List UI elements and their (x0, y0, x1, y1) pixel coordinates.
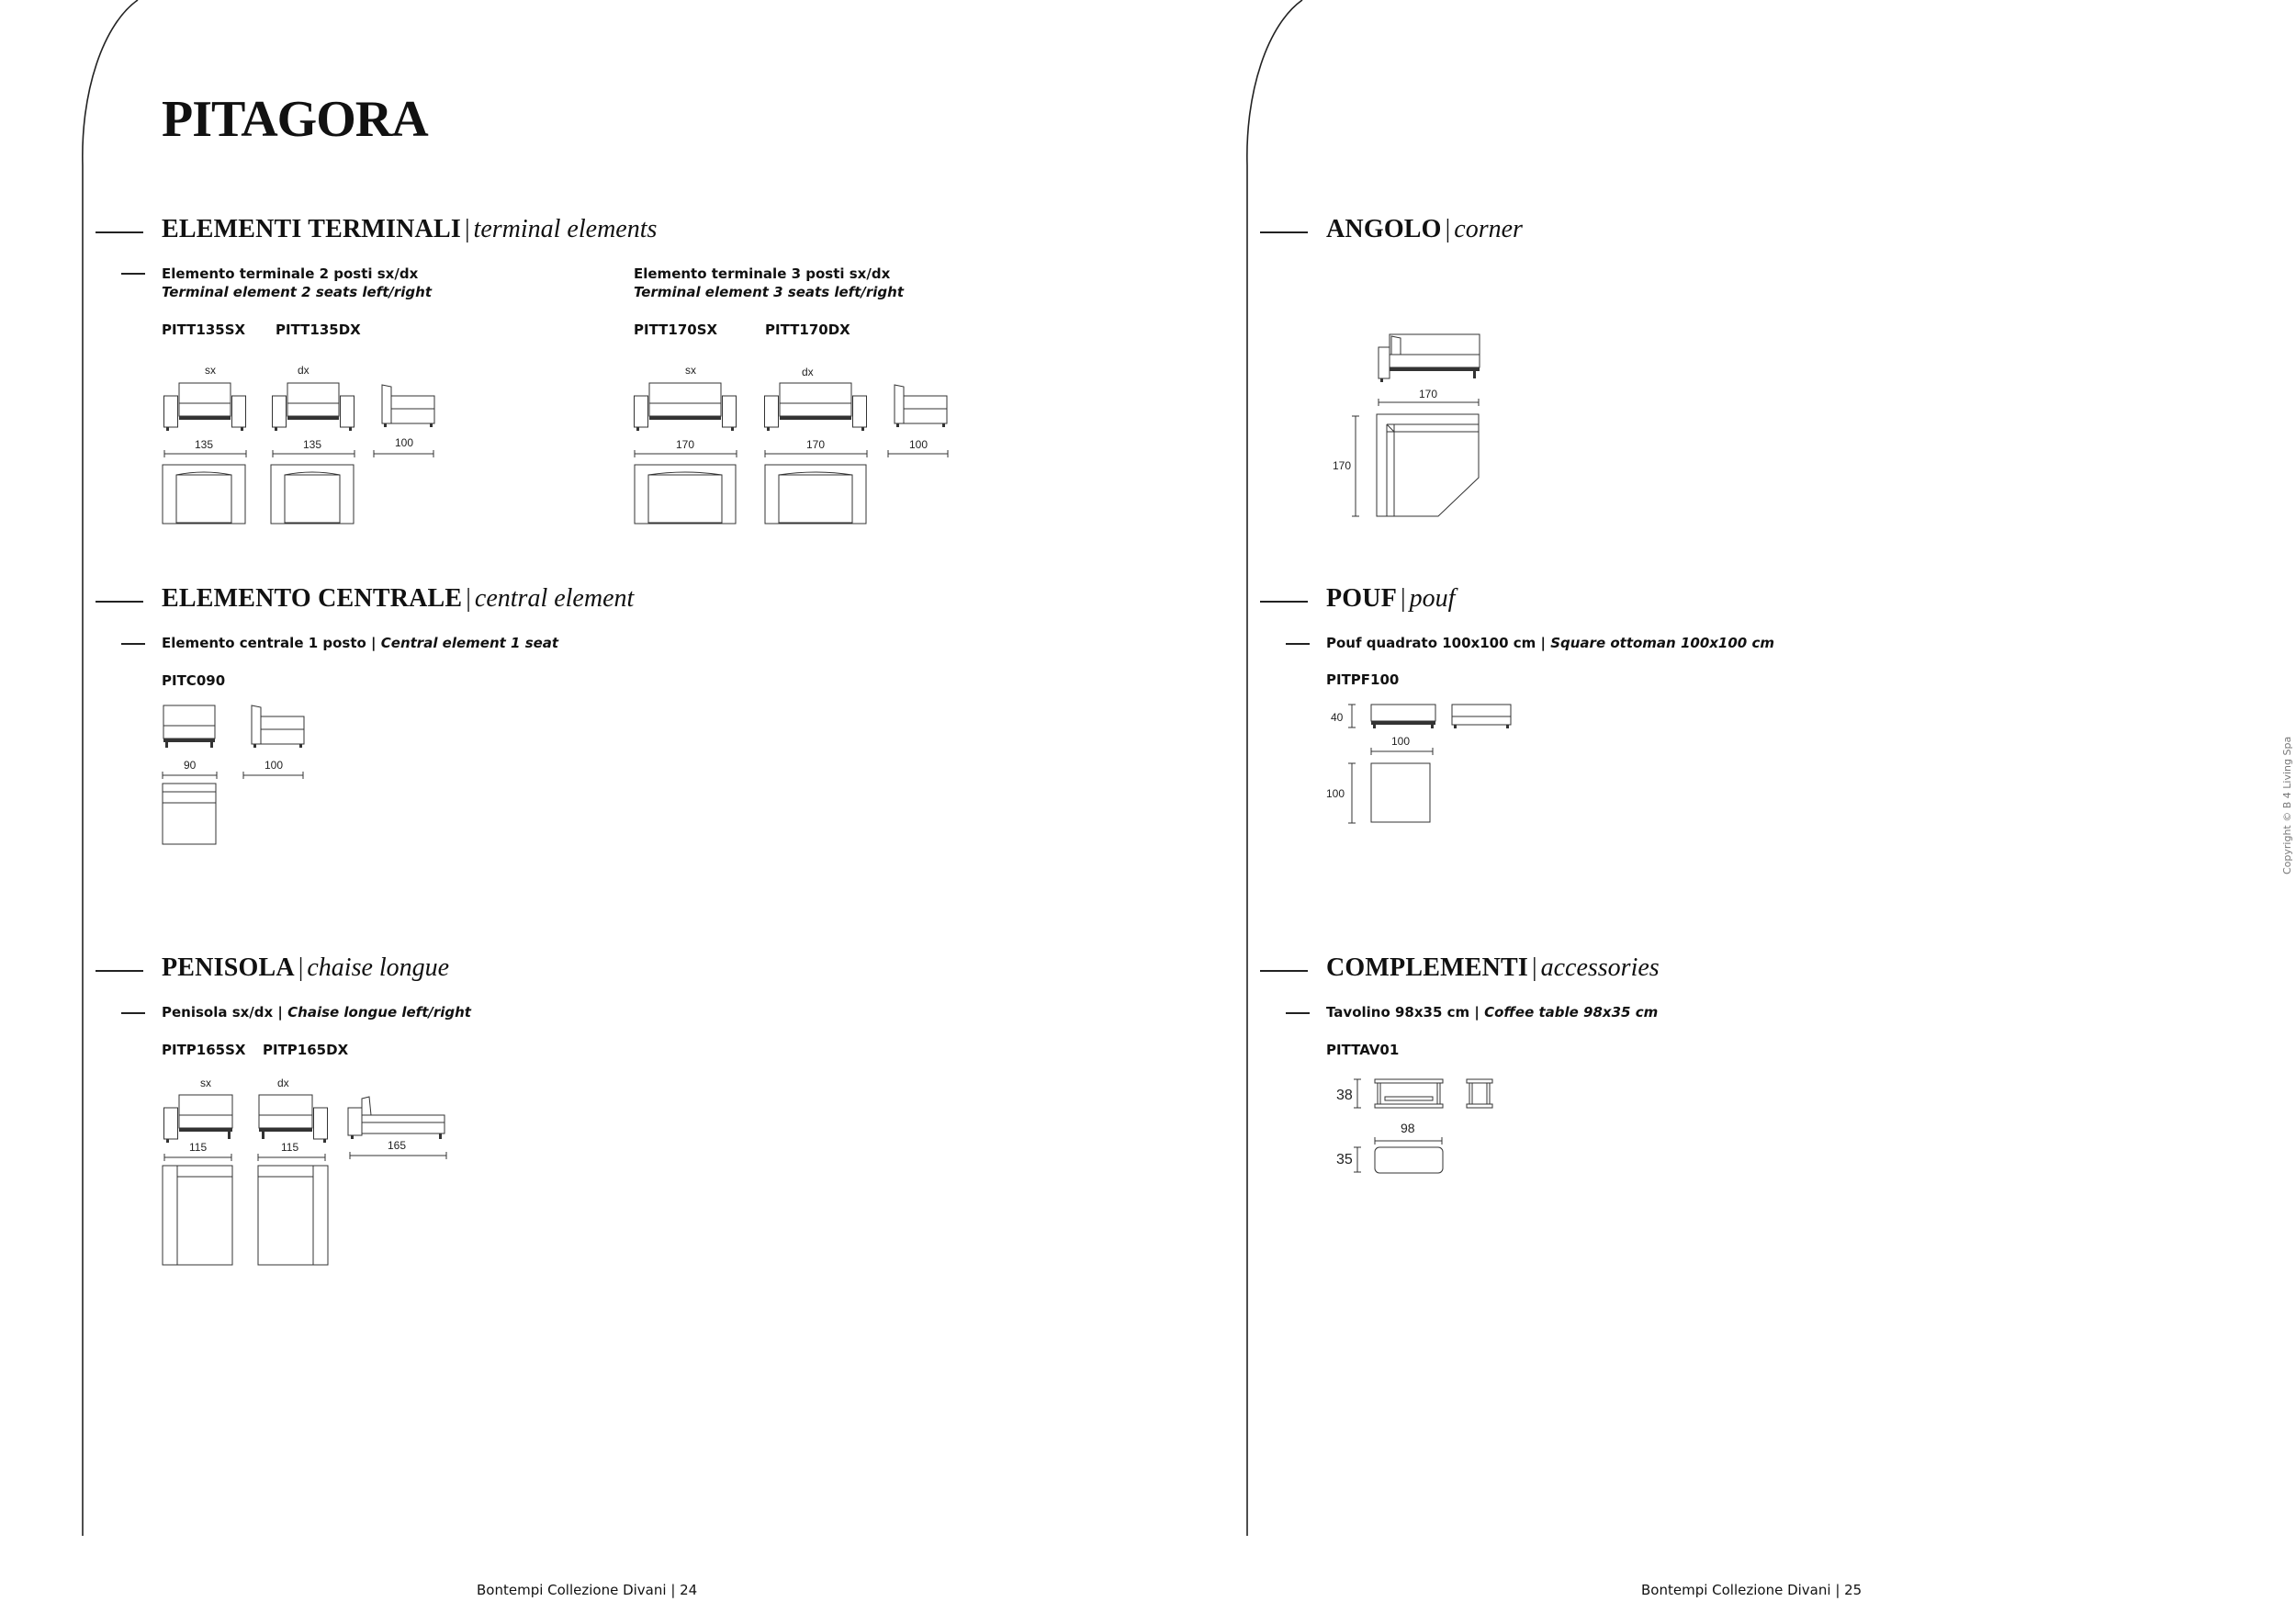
dimension-line (634, 450, 738, 457)
side-label: sx (685, 364, 696, 377)
dimension-label: 38 (1336, 1088, 1353, 1103)
dimension-label: 100 (909, 438, 929, 451)
section-title-angolo: ANGOLO | corner (1326, 215, 1523, 243)
table-side-view (1466, 1078, 1493, 1110)
dimension-line (764, 450, 869, 457)
ottoman-front-view (1370, 704, 1436, 729)
side-label: sx (200, 1077, 211, 1089)
dimension-label: 135 (303, 438, 322, 451)
dimension-label: 170 (1419, 388, 1438, 400)
dimension-line (887, 450, 950, 457)
dimension-line (272, 450, 356, 457)
dimension-label: 35 (1336, 1152, 1353, 1167)
dimension-line-vertical (1348, 704, 1356, 729)
item-rule (1286, 643, 1310, 645)
section-title-centrale: ELEMENTO CENTRALE | central element (162, 584, 635, 613)
dimension-line-vertical (1354, 1146, 1361, 1174)
sofa-2-seat-top-dx (270, 464, 355, 524)
item-rule (121, 1012, 145, 1014)
dimension-label: 100 (1326, 787, 1345, 800)
ottoman-side-view (1451, 704, 1512, 729)
section-rule (1260, 970, 1308, 972)
section-rule (96, 601, 143, 603)
product-code: PITT135DX (276, 321, 361, 338)
sofa-side-view (373, 383, 435, 431)
product-code: PITT170DX (765, 321, 850, 338)
product-code: PITTAV01 (1326, 1042, 1400, 1058)
sofa-3-seat-front-sx (634, 381, 737, 433)
product-code: PITT135SX (162, 321, 246, 338)
copyright-notice: Copyright © B 4 Living Spa (2281, 736, 2293, 874)
dimension-label: 90 (184, 759, 197, 772)
dimension-line (1374, 1137, 1444, 1145)
corner-front-view (1378, 333, 1480, 386)
dimension-line (1370, 748, 1435, 755)
table-top-view (1374, 1146, 1444, 1174)
item-description-t2: Elemento terminale 2 posti sx/dx Terminal element 2 seats left/right (162, 265, 432, 300)
section-title-penisola: PENISOLA | chaise longue (162, 953, 450, 982)
chaise-front-dx (257, 1093, 329, 1145)
section-rule (96, 231, 143, 233)
dimension-label: 135 (195, 438, 214, 451)
dimension-line-vertical (1348, 762, 1356, 825)
corner-top-view (1376, 413, 1480, 518)
item-description-t3: Elemento terminale 3 posti sx/dx Terminal element 3 seats left/right (634, 265, 904, 300)
page-title: PITAGORA (162, 91, 428, 148)
dimension-line-vertical (1352, 415, 1359, 518)
item-rule (121, 643, 145, 645)
dimension-label: 100 (264, 759, 284, 772)
chaise-side-view (347, 1093, 446, 1141)
dimension-line (349, 1152, 448, 1159)
dimension-label: 40 (1331, 711, 1344, 724)
sofa-2-seat-front-dx (272, 381, 355, 433)
section-title-terminali: ELEMENTI TERMINALI | terminal elements (162, 215, 658, 243)
central-seat-front (162, 704, 217, 755)
dimension-label: 115 (281, 1141, 299, 1154)
section-title-pouf: POUF | pouf (1326, 584, 1456, 613)
section-title-complementi: COMPLEMENTI | accessories (1326, 953, 1660, 982)
page-footer-right: Bontempi Collezione Divani | 25 (1641, 1582, 1863, 1598)
page-footer-left: Bontempi Collezione Divani | 24 (477, 1582, 698, 1598)
side-label: dx (298, 364, 310, 377)
dimension-line (373, 450, 435, 457)
dimension-line (162, 772, 219, 779)
section-rule (96, 970, 143, 972)
side-label: dx (802, 366, 814, 378)
dimension-label: 170 (1333, 459, 1352, 472)
dimension-line (257, 1154, 327, 1161)
item-description-table: Tavolino 98x35 cm | Coffee table 98x35 cm (1326, 1004, 1659, 1021)
item-description-chaise: Penisola sx/dx | Chaise longue left/right (162, 1004, 471, 1021)
sofa-3-seat-top-dx (764, 464, 867, 524)
dimension-label: 115 (189, 1141, 208, 1154)
dimension-label: 100 (1391, 735, 1411, 748)
chaise-front-sx (163, 1093, 235, 1145)
ottoman-top-view (1370, 762, 1433, 825)
sofa-side-view (885, 383, 948, 431)
dimension-label: 170 (676, 438, 695, 451)
item-description-ottoman: Pouf quadrato 100x100 cm | Square ottoman 100x100 cm (1326, 635, 1774, 651)
sofa-2-seat-front-sx (163, 381, 246, 433)
product-code: PITC090 (162, 672, 226, 689)
dimension-line (163, 1154, 233, 1161)
chaise-top-dx (257, 1165, 331, 1266)
chaise-top-sx (162, 1165, 235, 1266)
product-code: PITP165SX (162, 1042, 246, 1058)
dimension-label: 165 (388, 1139, 407, 1152)
item-rule (1286, 1012, 1310, 1014)
product-code: PITPF100 (1326, 671, 1400, 688)
item-rule (121, 273, 145, 275)
dimension-line (242, 772, 305, 779)
product-code: PITT170SX (634, 321, 718, 338)
product-code: PITP165DX (263, 1042, 349, 1058)
item-description-central: Elemento centrale 1 posto | Central element 1 seat (162, 635, 559, 651)
dimension-label: 170 (806, 438, 826, 451)
dimension-label: 100 (395, 436, 414, 449)
section-rule (1260, 231, 1308, 233)
sofa-3-seat-front-dx (764, 381, 867, 433)
section-rule (1260, 601, 1308, 603)
central-seat-top (162, 783, 219, 845)
dimension-line-vertical (1354, 1078, 1361, 1110)
dimension-line (163, 450, 248, 457)
sofa-side-view (242, 704, 305, 751)
sofa-3-seat-top-sx (634, 464, 737, 524)
side-label: sx (205, 364, 216, 377)
table-front-view (1374, 1078, 1444, 1110)
dimension-label: 98 (1401, 1121, 1415, 1135)
sofa-2-seat-top-sx (162, 464, 246, 524)
side-label: dx (277, 1077, 289, 1089)
